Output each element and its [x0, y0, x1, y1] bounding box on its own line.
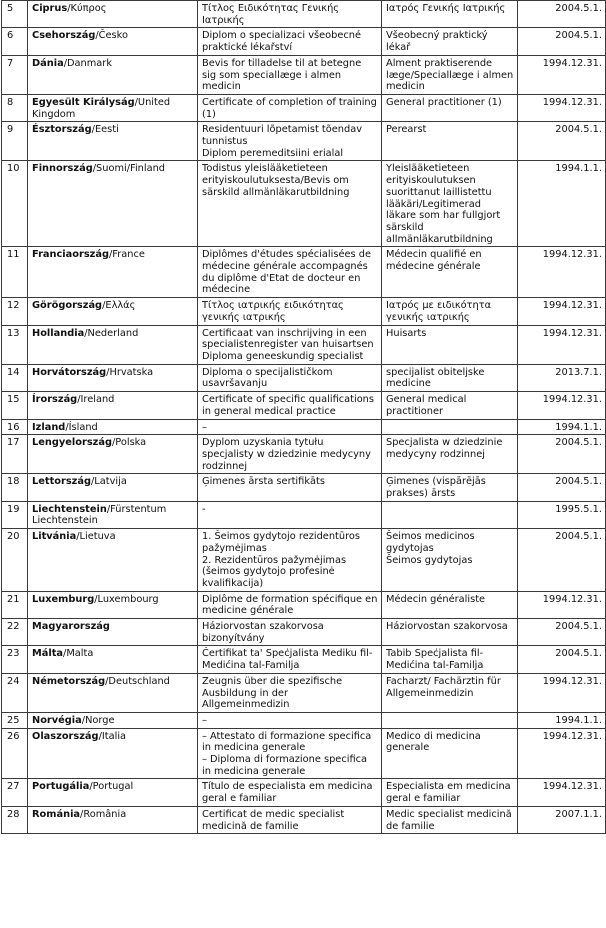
- row-number: 18: [2, 474, 28, 501]
- diploma-cell: [198, 122, 382, 161]
- row-number: 26: [2, 728, 28, 779]
- country-cell: [28, 94, 198, 121]
- country-name-local: Italia: [101, 730, 127, 742]
- country-cell: [28, 591, 198, 618]
- reference-date: 1994.12.31.: [518, 392, 606, 419]
- table-row: [2, 364, 606, 391]
- reference-date: 2013.7.1.: [518, 364, 606, 391]
- country-name-local: Ireland: [80, 394, 115, 406]
- diploma-text: Diplômes d'études spécialisées de médecine générale accompagnés du diplôme d'Etat de docteur en médecine: [202, 249, 371, 296]
- professional-title-cell: [382, 591, 518, 618]
- reference-date: 1995.5.1.: [518, 501, 606, 528]
- country-cell: [28, 806, 198, 833]
- country-separator: /: [89, 781, 93, 793]
- table-row: [2, 161, 606, 247]
- diploma-text: 1. Šeimos gydytojo rezidentūros pažymėjimas: [202, 531, 361, 554]
- table-row: [2, 712, 606, 728]
- country-separator: /: [91, 124, 95, 136]
- table-row: [2, 55, 606, 94]
- country-cell: [28, 673, 198, 712]
- diploma-cell: [198, 619, 382, 646]
- diploma-text: – Diploma di formazione specifica in medicina generale: [202, 754, 368, 777]
- country-name-hungarian: Magyarország: [32, 621, 110, 633]
- professional-title-cell: [382, 1, 518, 28]
- country-name-local: Ísland: [68, 421, 98, 433]
- country-cell: [28, 728, 198, 779]
- country-cell: [28, 1, 198, 28]
- reference-date: 2004.5.1.: [518, 1, 606, 28]
- reference-date: 1994.12.31.: [518, 728, 606, 779]
- country-name-local: Ελλάς: [105, 300, 136, 312]
- professional-title-text: Médecin généraliste: [386, 593, 486, 605]
- diploma-text: Título de especialista em medicina geral e familiar: [202, 781, 373, 805]
- diploma-text: Certificate of specific qualifications in general medical practice: [202, 394, 374, 417]
- diploma-text: Certificate of completion of training (1): [202, 96, 377, 120]
- professional-title-cell: [382, 28, 518, 55]
- diploma-text: Certificaat van inschrijving in een specialistenregister van huisartsen: [202, 327, 374, 351]
- diploma-cell: [198, 435, 382, 474]
- diploma-cell: [198, 779, 382, 806]
- country-separator: /: [90, 476, 95, 488]
- country-separator: /: [98, 730, 102, 742]
- table-row: [2, 474, 606, 501]
- country-name-local: Latvija: [94, 476, 127, 488]
- row-number: 20: [2, 529, 28, 592]
- row-number: 24: [2, 673, 28, 712]
- reference-date: 2004.5.1.: [518, 619, 606, 646]
- row-number: 12: [2, 298, 28, 325]
- professional-title-text: Medic specialist medicină de familie: [386, 808, 512, 832]
- table-row: [2, 122, 606, 161]
- professional-title-text: Especialista em medicina geral e familiar: [386, 781, 511, 805]
- reference-date: 1994.1.1.: [518, 161, 606, 247]
- diploma-cell: [198, 419, 382, 435]
- professional-title-text: Huisarts: [386, 327, 427, 339]
- professional-title-cell: [382, 712, 518, 728]
- diploma-cell: [198, 298, 382, 325]
- professional-title-cell: [382, 247, 518, 298]
- country-cell: [28, 419, 198, 435]
- reference-date: 1994.12.31.: [518, 55, 606, 94]
- country-name-hungarian: Horvátország: [32, 366, 107, 378]
- diploma-text: Residentuuri lõpetamist tõendav tunnistus: [202, 124, 363, 148]
- professional-title-text: Facharzt/ Fachärztin für Allgemeinmedizin: [386, 675, 501, 699]
- row-number: 10: [2, 161, 28, 247]
- table-row: [2, 247, 606, 298]
- table-body: [2, 1, 606, 834]
- professional-title-text: Specjalista w dziedzinie medycyny rodzinnej: [386, 437, 503, 460]
- country-cell: [28, 779, 198, 806]
- diploma-text: 2. Rezidentūros pažymėjimas (šeimos gydytojo profesinė kvalifikacija): [202, 554, 347, 589]
- diploma-text: Diplom o specializaci všeobecné praktické lékařství: [202, 30, 362, 54]
- country-name-hungarian: Franciaország: [32, 249, 109, 261]
- diploma-cell: [198, 161, 382, 247]
- country-separator: /: [111, 437, 116, 449]
- professional-title-text: Šeimos medicinos gydytojas: [386, 531, 475, 554]
- professional-title-cell: [382, 55, 518, 94]
- row-number: 23: [2, 646, 28, 673]
- diploma-text: Ģimenes ārsta sertifikāts: [202, 476, 325, 488]
- country-name-hungarian: Csehország: [32, 30, 96, 42]
- table-row: [2, 728, 606, 779]
- country-name-local: Portugal: [92, 781, 134, 793]
- country-name-hungarian: Lettország: [32, 476, 91, 488]
- diploma-cell: [198, 364, 382, 391]
- professional-title-cell: [382, 392, 518, 419]
- row-number: 16: [2, 419, 28, 435]
- diploma-text: Háziorvostan szakorvosa bizonyítvány: [202, 621, 324, 644]
- country-name-hungarian: Ciprus: [32, 3, 68, 14]
- row-number: 22: [2, 619, 28, 646]
- professional-title-text: Tabib Speċjalista fil-Medićina tal-Familja: [386, 648, 484, 672]
- row-number: 7: [2, 55, 28, 94]
- country-name-local: Fürstentum Liechtenstein: [32, 503, 167, 527]
- reference-date: 1994.12.31.: [518, 673, 606, 712]
- diploma-text: Diplôme de formation spécifique en medicine générale: [202, 593, 378, 617]
- table-row: [2, 591, 606, 618]
- reference-date: 1994.12.31.: [518, 591, 606, 618]
- row-number: 9: [2, 122, 28, 161]
- country-name-hungarian: Hollandia: [32, 327, 85, 339]
- country-separator: /: [105, 675, 109, 687]
- country-separator: /: [94, 593, 98, 605]
- diploma-text: Bevis for tilladelse til at betegne sig som speciallæge i almen medicin: [202, 57, 362, 93]
- diploma-cell: [198, 28, 382, 55]
- professional-title-cell: [382, 501, 518, 528]
- diploma-text: – Attestato di formazione specifica in medicina generale: [202, 730, 372, 754]
- professional-title-text: Perearst: [386, 124, 427, 136]
- professional-title-text: Ιατρός Γενικής Ιατρικής: [386, 3, 506, 14]
- country-name-hungarian: Írország: [32, 394, 78, 406]
- country-name-local: United Kingdom: [32, 96, 171, 120]
- diploma-text: Diplom peremeditsiini erialal: [202, 147, 344, 159]
- diploma-text: Τίτλος Ειδικότητας Γενικής Ιατρικής: [202, 3, 340, 26]
- country-cell: [28, 474, 198, 501]
- country-separator: /: [65, 421, 69, 433]
- table-row: [2, 529, 606, 592]
- diploma-text: Todistus yleislääketieteen erityiskoulutuksesta/Bevis om särskild allmänläkarutbildning: [202, 163, 350, 198]
- professional-title-text: General medical practitioner: [386, 394, 467, 417]
- reference-date: 2004.5.1.: [518, 28, 606, 55]
- table-row: [2, 392, 606, 419]
- professional-title-cell: [382, 122, 518, 161]
- table-row: [2, 94, 606, 121]
- reference-date: 2004.5.1.: [518, 646, 606, 673]
- country-name-hungarian: Litvánia: [32, 531, 77, 543]
- country-separator: /: [80, 808, 84, 820]
- professional-title-text: Ιατρός με ειδικότητα γενικής ιατρικής: [386, 300, 492, 323]
- country-cell: [28, 529, 198, 592]
- diploma-cell: [198, 806, 382, 833]
- professional-title-text: specijalist obiteljske medicine: [386, 366, 485, 390]
- country-separator: /: [81, 714, 86, 726]
- country-name-hungarian: Egyesült Királyság: [32, 96, 135, 108]
- country-cell: [28, 435, 198, 474]
- professional-title-text: General practitioner (1): [386, 96, 502, 108]
- table-row: [2, 298, 606, 325]
- row-number: 8: [2, 94, 28, 121]
- row-number: 6: [2, 28, 28, 55]
- diploma-text: Certificat de medic specialist medicină de familie: [202, 808, 345, 832]
- table-row: [2, 619, 606, 646]
- reference-date: 2004.5.1.: [518, 122, 606, 161]
- country-name-local: Eesti: [94, 124, 119, 136]
- table-row: [2, 1, 606, 28]
- professional-title-cell: [382, 529, 518, 592]
- diploma-text: Diploma o specijalističkom usavršavanju: [202, 366, 333, 390]
- professional-title-text: Alment praktiserende læge/Speciallæge i almen medicin: [386, 57, 514, 93]
- country-separator: /: [102, 300, 106, 312]
- country-separator: /: [92, 163, 97, 175]
- country-name-hungarian: Finnország: [32, 163, 93, 175]
- professional-title-text: Šeimos gydytojas: [386, 554, 473, 566]
- table-row: [2, 28, 606, 55]
- country-name-local: France: [112, 249, 145, 261]
- professional-title-cell: [382, 728, 518, 779]
- country-cell: [28, 712, 198, 728]
- professional-title-cell: [382, 298, 518, 325]
- reference-date: 2004.5.1.: [518, 529, 606, 592]
- diploma-cell: [198, 712, 382, 728]
- diploma-cell: [198, 325, 382, 364]
- professional-title-cell: [382, 364, 518, 391]
- reference-date: 2004.5.1.: [518, 435, 606, 474]
- row-number: 13: [2, 325, 28, 364]
- row-number: 15: [2, 392, 28, 419]
- reference-date: 1994.1.1.: [518, 712, 606, 728]
- professional-title-cell: [382, 161, 518, 247]
- table-row: [2, 501, 606, 528]
- country-separator: /: [95, 30, 99, 42]
- country-name-hungarian: Németország: [32, 675, 106, 687]
- country-name-hungarian: Luxemburg: [32, 593, 95, 605]
- professional-title-cell: [382, 474, 518, 501]
- professional-title-text: Všeobecný praktický lékař: [386, 30, 488, 54]
- row-number: 28: [2, 806, 28, 833]
- reference-date: 1994.1.1.: [518, 419, 606, 435]
- row-number: 19: [2, 501, 28, 528]
- country-name-hungarian: Liechtenstein: [32, 503, 107, 515]
- country-name-local: Norge: [85, 714, 115, 726]
- country-name-local: Česko: [98, 30, 128, 42]
- diploma-cell: [198, 591, 382, 618]
- row-number: 14: [2, 364, 28, 391]
- country-cell: [28, 298, 198, 325]
- table-row: [2, 673, 606, 712]
- country-name-local: Polska: [115, 437, 147, 449]
- diploma-text: Diploma geneeskundig specialist: [202, 350, 364, 362]
- row-number: 25: [2, 712, 28, 728]
- row-number: 27: [2, 779, 28, 806]
- professional-title-cell: [382, 325, 518, 364]
- diploma-cell: [198, 247, 382, 298]
- diploma-cell: [198, 1, 382, 28]
- reference-date: 1994.12.31.: [518, 247, 606, 298]
- country-cell: [28, 28, 198, 55]
- diploma-text: Τίτλος ιατρικής ειδικότητας γενικής ιατρικής: [202, 300, 344, 323]
- country-name-local: Hrvatska: [109, 366, 154, 378]
- reference-date: 1994.12.31.: [518, 94, 606, 121]
- country-cell: [28, 247, 198, 298]
- diploma-cell: [198, 474, 382, 501]
- professional-title-text: Háziorvostan szakorvosa: [386, 621, 508, 633]
- country-name-hungarian: Dánia: [32, 57, 64, 69]
- reference-date: 1994.12.31.: [518, 298, 606, 325]
- country-separator: /: [63, 648, 67, 660]
- country-name-local: România: [83, 808, 127, 820]
- country-name-local: Suomi/Finland: [96, 163, 166, 175]
- country-name-local: Lietuva: [79, 531, 116, 543]
- country-cell: [28, 619, 198, 646]
- professional-title-text: Yleislääketieteen erityiskoulutuksen suorittanut laillistettu lääkäri/Legitimerad läkare som har fullgjort särskild allmänläkarutbildning: [386, 163, 501, 245]
- diploma-cell: [198, 673, 382, 712]
- diploma-cell: [198, 94, 382, 121]
- country-name-local: Danmark: [67, 57, 113, 69]
- country-cell: [28, 325, 198, 364]
- country-name-local: Κύπρος: [70, 3, 107, 14]
- country-separator: /: [77, 394, 81, 406]
- country-name-hungarian: Románia: [32, 808, 81, 820]
- diploma-text: –: [202, 714, 207, 726]
- reference-date: 2004.5.1.: [518, 474, 606, 501]
- country-cell: [28, 161, 198, 247]
- country-name-hungarian: Olaszország: [32, 730, 99, 742]
- professional-title-text: Ģimenes (vispārējās prakses) ārsts: [386, 476, 486, 500]
- country-separator: /: [76, 531, 80, 543]
- professional-title-cell: [382, 806, 518, 833]
- country-cell: [28, 122, 198, 161]
- professional-title-cell: [382, 435, 518, 474]
- row-number: 21: [2, 591, 28, 618]
- professional-title-cell: [382, 94, 518, 121]
- country-name-local: Malta: [66, 648, 94, 660]
- professional-title-cell: [382, 779, 518, 806]
- country-cell: [28, 501, 198, 528]
- country-name-local: Luxembourg: [97, 593, 159, 605]
- country-name-hungarian: Norvégia: [32, 714, 82, 726]
- country-name-hungarian: Lengyelország: [32, 437, 112, 449]
- country-separator: /: [134, 96, 138, 108]
- diploma-text: –: [202, 421, 207, 433]
- professional-title-cell: [382, 619, 518, 646]
- country-name-hungarian: Izland: [32, 421, 66, 433]
- table-row: [2, 806, 606, 833]
- diploma-text: Zeugnis über die spezifische Ausbildung in der Allgemeinmedizin: [202, 675, 343, 711]
- country-name-hungarian: Portugália: [32, 781, 90, 793]
- country-separator: /: [106, 366, 110, 378]
- table-row: [2, 779, 606, 806]
- diploma-cell: [198, 646, 382, 673]
- country-name-hungarian: Málta: [32, 648, 64, 660]
- professional-title-text: Medico di medicina generale: [386, 730, 481, 754]
- row-number: 17: [2, 435, 28, 474]
- row-number: 5: [2, 1, 28, 28]
- country-name-hungarian: Észtország: [32, 124, 92, 136]
- professional-title-cell: [382, 419, 518, 435]
- diploma-text: -: [202, 503, 206, 515]
- country-separator: /: [106, 503, 111, 515]
- professional-title-cell: [382, 646, 518, 673]
- country-name-local: Deutschland: [108, 675, 170, 687]
- country-cell: [28, 646, 198, 673]
- country-cell: [28, 364, 198, 391]
- reference-date: 1994.12.31.: [518, 325, 606, 364]
- row-number: 11: [2, 247, 28, 298]
- reference-date: 2007.1.1.: [518, 806, 606, 833]
- country-cell: [28, 55, 198, 94]
- diploma-cell: [198, 55, 382, 94]
- diploma-text: Dyplom uzyskania tytułu specjalisty w dziedzinie medycyny rodzinnej: [202, 437, 371, 472]
- reference-date: 1994.12.31.: [518, 779, 606, 806]
- diploma-cell: [198, 728, 382, 779]
- country-separator: /: [63, 57, 67, 69]
- country-name-local: Nederland: [87, 327, 139, 339]
- table-row: [2, 325, 606, 364]
- diploma-cell: [198, 501, 382, 528]
- diploma-cell: [198, 392, 382, 419]
- professional-title-cell: [382, 673, 518, 712]
- table-row: [2, 646, 606, 673]
- gp-diploma-table: [1, 0, 606, 834]
- country-separator: /: [84, 327, 88, 339]
- table-row: [2, 419, 606, 435]
- professional-title-text: Médecin qualifié en médecine générale: [386, 249, 482, 273]
- table-row: [2, 435, 606, 474]
- country-cell: [28, 392, 198, 419]
- diploma-cell: [198, 529, 382, 592]
- country-separator: /: [108, 249, 113, 261]
- country-name-hungarian: Görögország: [32, 300, 103, 312]
- country-separator: /: [67, 3, 71, 14]
- diploma-text: Ċertifikat ta' Speċjalista Mediku fil-Medićina tal-Familja: [202, 648, 373, 672]
